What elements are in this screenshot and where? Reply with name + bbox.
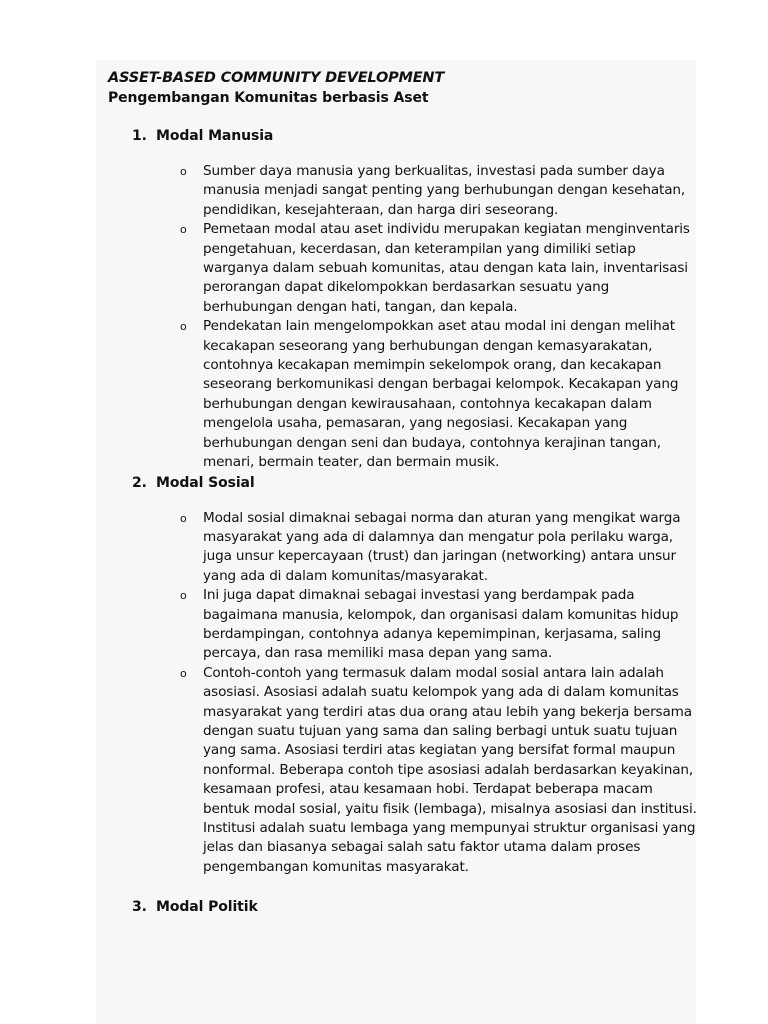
list-item [108, 586, 698, 664]
bullet-circle-icon: o [180, 223, 187, 237]
list-item [108, 509, 698, 587]
list-item [108, 664, 698, 877]
bullet-text: Contoh-contoh yang termasuk dalam modal sosial antara lain adalah asosiasi. Asosiasi adalah suatu kelompok yang ada di dalam komunitas masyarakat yang terdiri atas dua orang atau lebih yang bekerja bersama dengan suatu tujuan yang sama dan saling berbagi untuk suatu tujuan yang sama. Asosiasi terdiri atas kegiatan yang bersifat formal maupun nonformal. Beberapa contoh tipe asosiasi adalah berdasarkan keyakinan, kesamaan profesi, atau kesamaan hobi. Terdapat beberapa macam bentuk modal sosial, yaitu fisik (lembaga), misalnya asosiasi dan institusi. Institusi adalah suatu lembaga yang mempunyai struktur organisasi yang jelas dan biasanya sebagai salah satu faktor utama dalam proses pengembangan komunitas masyarakat. [203, 664, 697, 875]
section-title: Modal Manusia [156, 128, 274, 144]
section-heading-modal-manusia [108, 126, 698, 146]
section-number: 1. [132, 128, 147, 144]
document-content [108, 68, 698, 917]
bullet-list-modal-manusia [108, 162, 698, 473]
bullet-text: Pemetaan modal atau aset individu merupakan kegiatan menginventaris pengetahuan, kecerdasan, dan keterampilan yang dimiliki setiap warganya dalam sebuah komunitas, atau dengan kata lain, inventarisasi perorangan dapat dikelompokkan berdasarkan sesuatu yang berhubungan dengan hati, tangan, dan kepala. [203, 221, 690, 315]
list-item [108, 317, 698, 472]
section-heading-modal-sosial [108, 473, 698, 493]
bullet-text: Sumber daya manusia yang berkualitas, investasi pada sumber daya manusia menjadi sangat penting yang berhubungan dengan kesehatan, pendidikan, kesejahteraan, dan harga diri seseorang. [203, 163, 686, 218]
list-item [108, 220, 698, 317]
document-title: ASSET-BASED COMMUNITY DEVELOPMENT [108, 70, 445, 86]
bullet-list-modal-sosial [108, 509, 698, 878]
section-title: Modal Sosial [156, 474, 255, 491]
bullet-circle-icon: o [180, 589, 187, 603]
bullet-circle-icon: o [180, 511, 187, 525]
section-title: Modal Politik [156, 899, 258, 916]
bullet-circle-icon: o [180, 165, 187, 178]
bullet-circle-icon: o [180, 666, 187, 680]
section-number: 2. [132, 474, 147, 491]
document-subtitle: Pengembangan Komunitas berbasis Aset [108, 90, 429, 106]
bullet-text: Ini juga dapat dimaknai sebagai investasi yang berdampak pada bagaimana manusia, kelompok, dan organisasi dalam komunitas hidup berdampingan, contohnya adanya kepemimpinan, kerjasama, saling percaya, dan rasa memiliki masa depan yang sama. [203, 587, 679, 662]
bullet-text: Modal sosial dimaknai sebagai norma dan aturan yang mengikat warga masyarakat yang ada di dalamnya dan mengatur pola perilaku warga, juga unsur kepercayaan (trust) dan jaringan (networking) antara unsur yang ada di dalam komunitas/masyarakat. [203, 509, 681, 584]
section-heading-modal-politik [108, 897, 698, 917]
list-item [108, 162, 698, 220]
bullet-circle-icon: o [180, 320, 187, 334]
section-number: 3. [132, 899, 147, 916]
bullet-text: Pendekatan lain mengelompokkan aset atau modal ini dengan melihat kecakapan seseorang yang berhubungan dengan kemasyarakatan, contohnya kecakapan memimpin sekelompok orang, dan kecakapan seseorang berkomunikasi dengan berbagai kelompok. Kecakapan yang berhubungan dengan kewirausahaan, contohnya kecakapan dalam mengelola usaha, pemasaran, yang negosiasi. Kecakapan yang berhubungan dengan seni dan budaya, contohnya kerajinan tangan, menari, bermain teater, dan bermain musik. [203, 318, 679, 471]
